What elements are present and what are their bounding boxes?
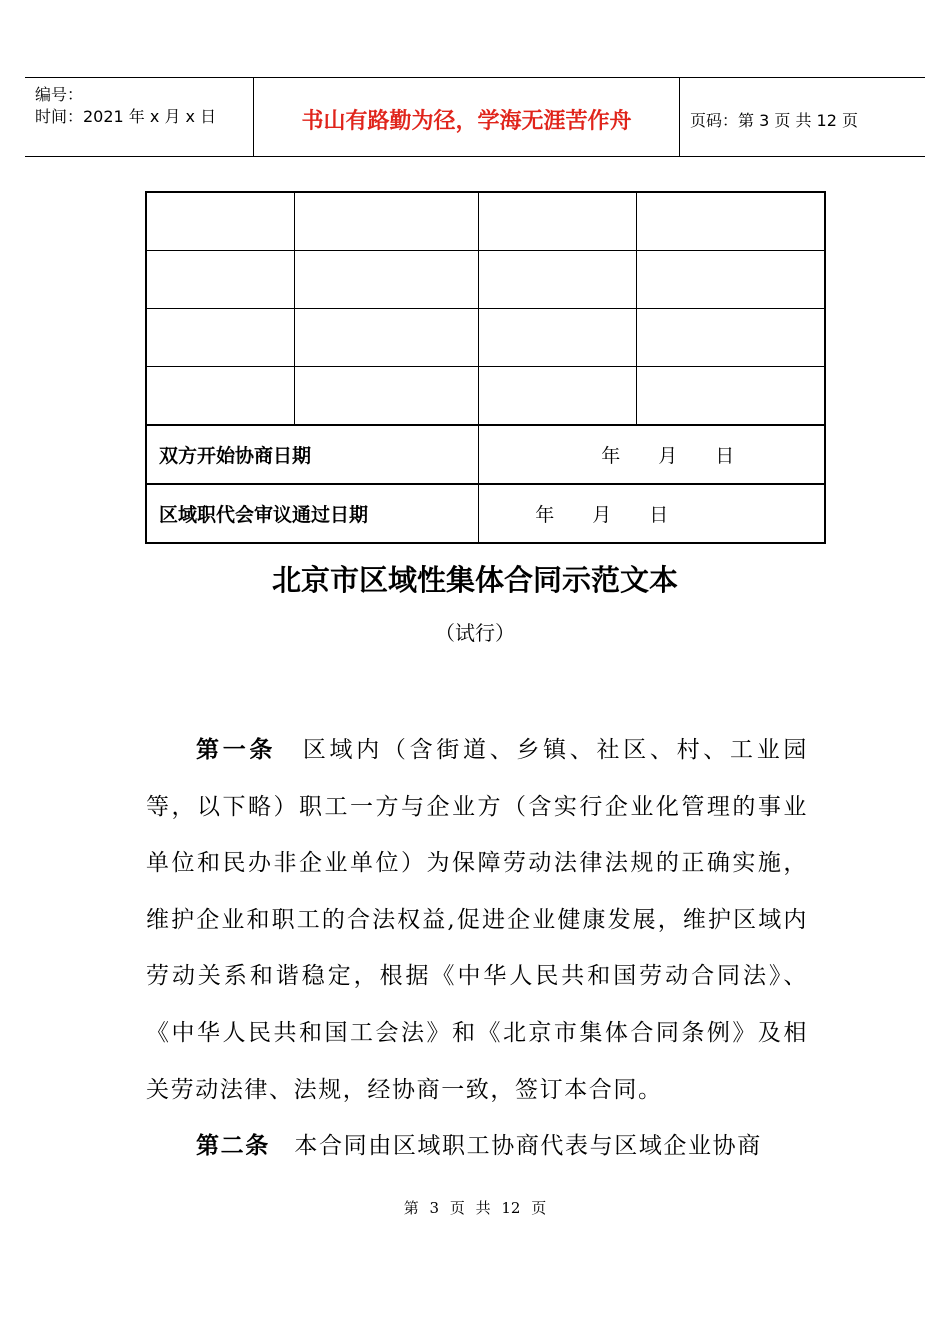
article-2-text: 本合同由区域职工协商代表与区域企业协商 <box>294 1133 762 1160</box>
negotiation-date-value: 年 月 日 <box>479 425 825 484</box>
header-motto-cell <box>254 78 680 156</box>
table-row <box>146 367 825 426</box>
table-row <box>146 192 825 251</box>
negotiation-date-label: 双方开始协商日期 <box>146 425 479 484</box>
article-1-text: 区域内（含街道、乡镇、社区、村、工业园等，以下略）职工一方与企业方（含实行企业化管理的事业单位和民办非企业单位）为保障劳动法律法规的正确实施，维护企业和职工的合法权益,促进企业健康发展，维护区域内劳动关系和谐稳定，根据《中华人民共和国劳动合同法》、《中华人民共和国工会法》和《北京市集体合同条例》及相关劳动法律、法规，经协商一致，签订本合同。 <box>146 737 808 1103</box>
number-label: 编号： <box>35 85 84 104</box>
article-1 <box>146 722 808 1118</box>
article-1-heading: 第一条 <box>196 736 277 763</box>
form-table <box>145 191 826 544</box>
article-2-heading: 第二条 <box>196 1132 270 1160</box>
table-row <box>146 309 825 367</box>
article-2 <box>146 1118 808 1175</box>
table-row-negotiation-date <box>146 425 825 484</box>
table-row <box>146 251 825 309</box>
approval-date-label: 区域职代会审议通过日期 <box>146 484 479 543</box>
document-subtitle: （试行） <box>435 621 515 645</box>
header-page-cell <box>680 78 925 156</box>
motto: 书山有路勤为径，学海无涯苦作舟 <box>301 108 632 134</box>
page-info: 页码：第 3 页 共 12 页 <box>690 111 858 130</box>
document-body <box>146 722 808 1175</box>
header-meta <box>25 78 254 156</box>
page-header <box>25 77 925 157</box>
document-title: 北京市区域性集体合同示范文本 <box>271 563 678 597</box>
approval-date-value: 年 月 日 <box>479 484 825 543</box>
page-footer: 第 3 页 共 12 页 <box>403 1199 547 1217</box>
table-row-approval-date <box>146 484 825 543</box>
time-label: 时间：2021 年 x 月 x 日 <box>35 107 217 126</box>
